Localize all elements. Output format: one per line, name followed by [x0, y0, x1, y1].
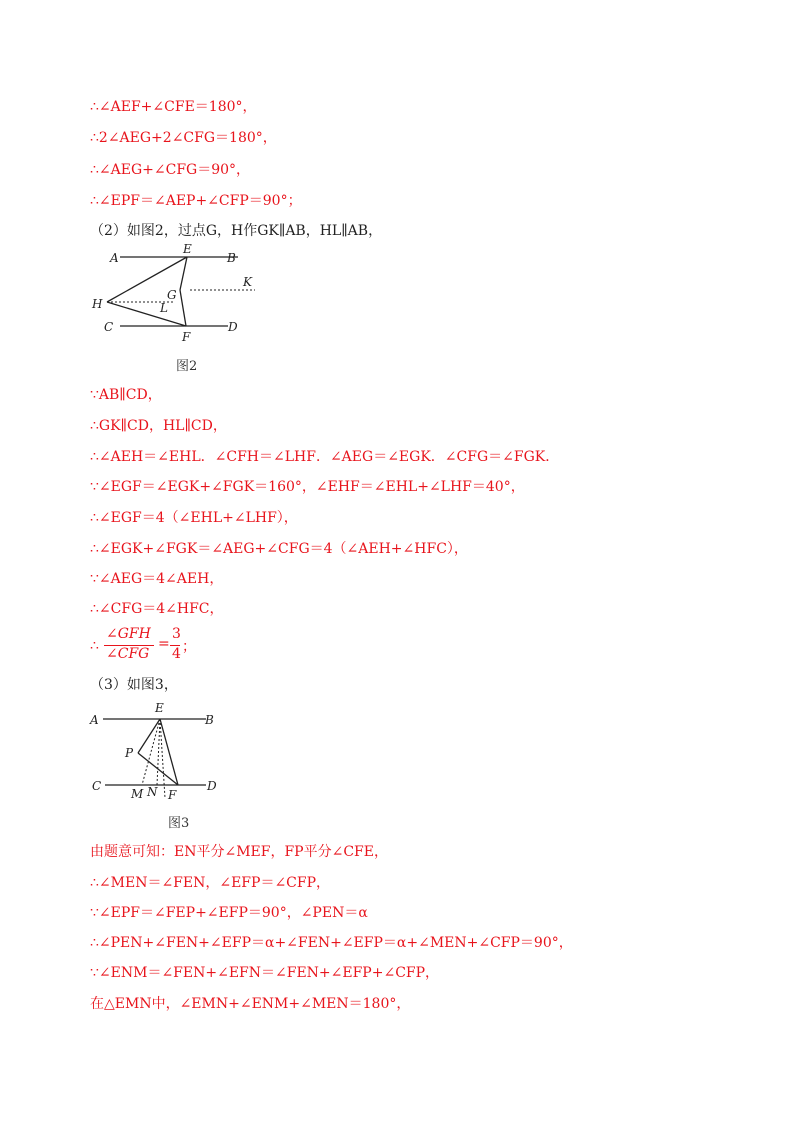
fig3-label-a: A: [90, 713, 99, 727]
fig3-label-c: C: [92, 779, 102, 793]
solution-line: ∵∠EPF＝∠FEP+∠EFP＝90°，∠PEN＝α: [90, 905, 368, 921]
fig3-label-f: F: [168, 788, 177, 802]
line-eg: [180, 257, 187, 290]
figure-3-caption: 图3: [168, 816, 190, 831]
fig2-label-h: H: [92, 297, 103, 311]
line-en: [157, 719, 160, 785]
fig3-label-p: P: [125, 746, 134, 760]
solution-line: ∴∠EGK+∠FGK＝∠AEG+∠CFG＝4（∠AEH+∠HFC），: [90, 541, 468, 557]
fig3-label-e: E: [155, 701, 164, 715]
fig2-label-e: E: [183, 242, 192, 256]
fig2-label-b: B: [227, 251, 236, 265]
solution-line: 在△EMN中，∠EMN+∠ENM+∠MEN＝180°，: [90, 996, 411, 1012]
figure-2: [90, 242, 270, 347]
solution-line: ∴∠AEG+∠CFG＝90°，: [90, 162, 251, 178]
line-pf: [138, 753, 178, 785]
fraction-numerator: ∠GFH: [106, 626, 151, 642]
fraction-denominator: ∠CFG: [106, 646, 150, 662]
solution-line: ∵∠EGF＝∠EGK+∠FGK＝160°，∠EHF＝∠EHL+∠LHF＝40°，: [90, 479, 525, 495]
solution-line: ∴∠AEF+∠CFE＝180°，: [90, 99, 257, 115]
solution-line: ∵∠AEG＝4∠AEH，: [90, 571, 224, 587]
solution-line: （2）如图2，过点G，H作GK∥AB，HL∥AB，: [90, 223, 383, 239]
solution-line: ∴∠PEN+∠FEN+∠EFP＝α+∠FEN+∠EFP＝α+∠MEN+∠CFP＝90°，: [90, 935, 573, 951]
fig2-label-f: F: [182, 330, 191, 344]
fig2-label-l: L: [160, 301, 168, 315]
fraction-suffix: ；: [182, 639, 196, 655]
solution-line: （3）如图3，: [90, 677, 178, 693]
fraction-prefix: ∴: [90, 638, 99, 654]
figure-2-caption: 图2: [176, 359, 198, 374]
solution-line: ∴∠EGF＝4（∠EHL+∠LHF），: [90, 510, 298, 526]
fig2-label-c: C: [104, 320, 114, 334]
fig3-label-b: B: [205, 713, 214, 727]
fraction-value-numerator: 3: [172, 626, 181, 642]
solution-line: 由题意可知：EN平分∠MEF，FP平分∠CFE，: [90, 844, 388, 860]
fraction-equals: =: [158, 636, 170, 652]
solution-line: ∵∠ENM＝∠FEN+∠EFN＝∠FEN+∠EFP+∠CFP，: [90, 965, 440, 981]
fig2-label-d: D: [228, 320, 238, 334]
line-hf: [107, 302, 186, 326]
line-gf: [180, 290, 186, 326]
line-ep: [138, 719, 160, 753]
solution-line: ∵AB∥CD，: [90, 387, 162, 403]
fig3-label-n: N: [147, 785, 158, 799]
fig2-label-a: A: [110, 251, 119, 265]
fig2-label-g: G: [167, 288, 177, 302]
solution-line: ∴GK∥CD，HL∥CD，: [90, 418, 227, 434]
solution-line: ∴∠EPF＝∠AEP+∠CFP＝90°；: [90, 193, 302, 209]
solution-line: ∴∠AEH＝∠EHL．∠CFH＝∠LHF．∠AEG＝∠EGK．∠CFG＝∠FGK．: [90, 449, 560, 465]
solution-line: ∴2∠AEG+2∠CFG＝180°，: [90, 130, 277, 146]
fig3-label-m: M: [131, 787, 144, 801]
solution-line: ∴∠CFG＝4∠HFC，: [90, 601, 224, 617]
figure-3: [88, 700, 228, 805]
line-e-down: [160, 719, 165, 798]
line-ef: [160, 719, 178, 785]
fig2-label-k: K: [243, 275, 252, 289]
solution-line: ∴∠MEN＝∠FEN，∠EFP＝∠CFP，: [90, 875, 331, 891]
fig3-label-d: D: [207, 779, 217, 793]
fraction-value-denominator: 4: [172, 646, 181, 662]
